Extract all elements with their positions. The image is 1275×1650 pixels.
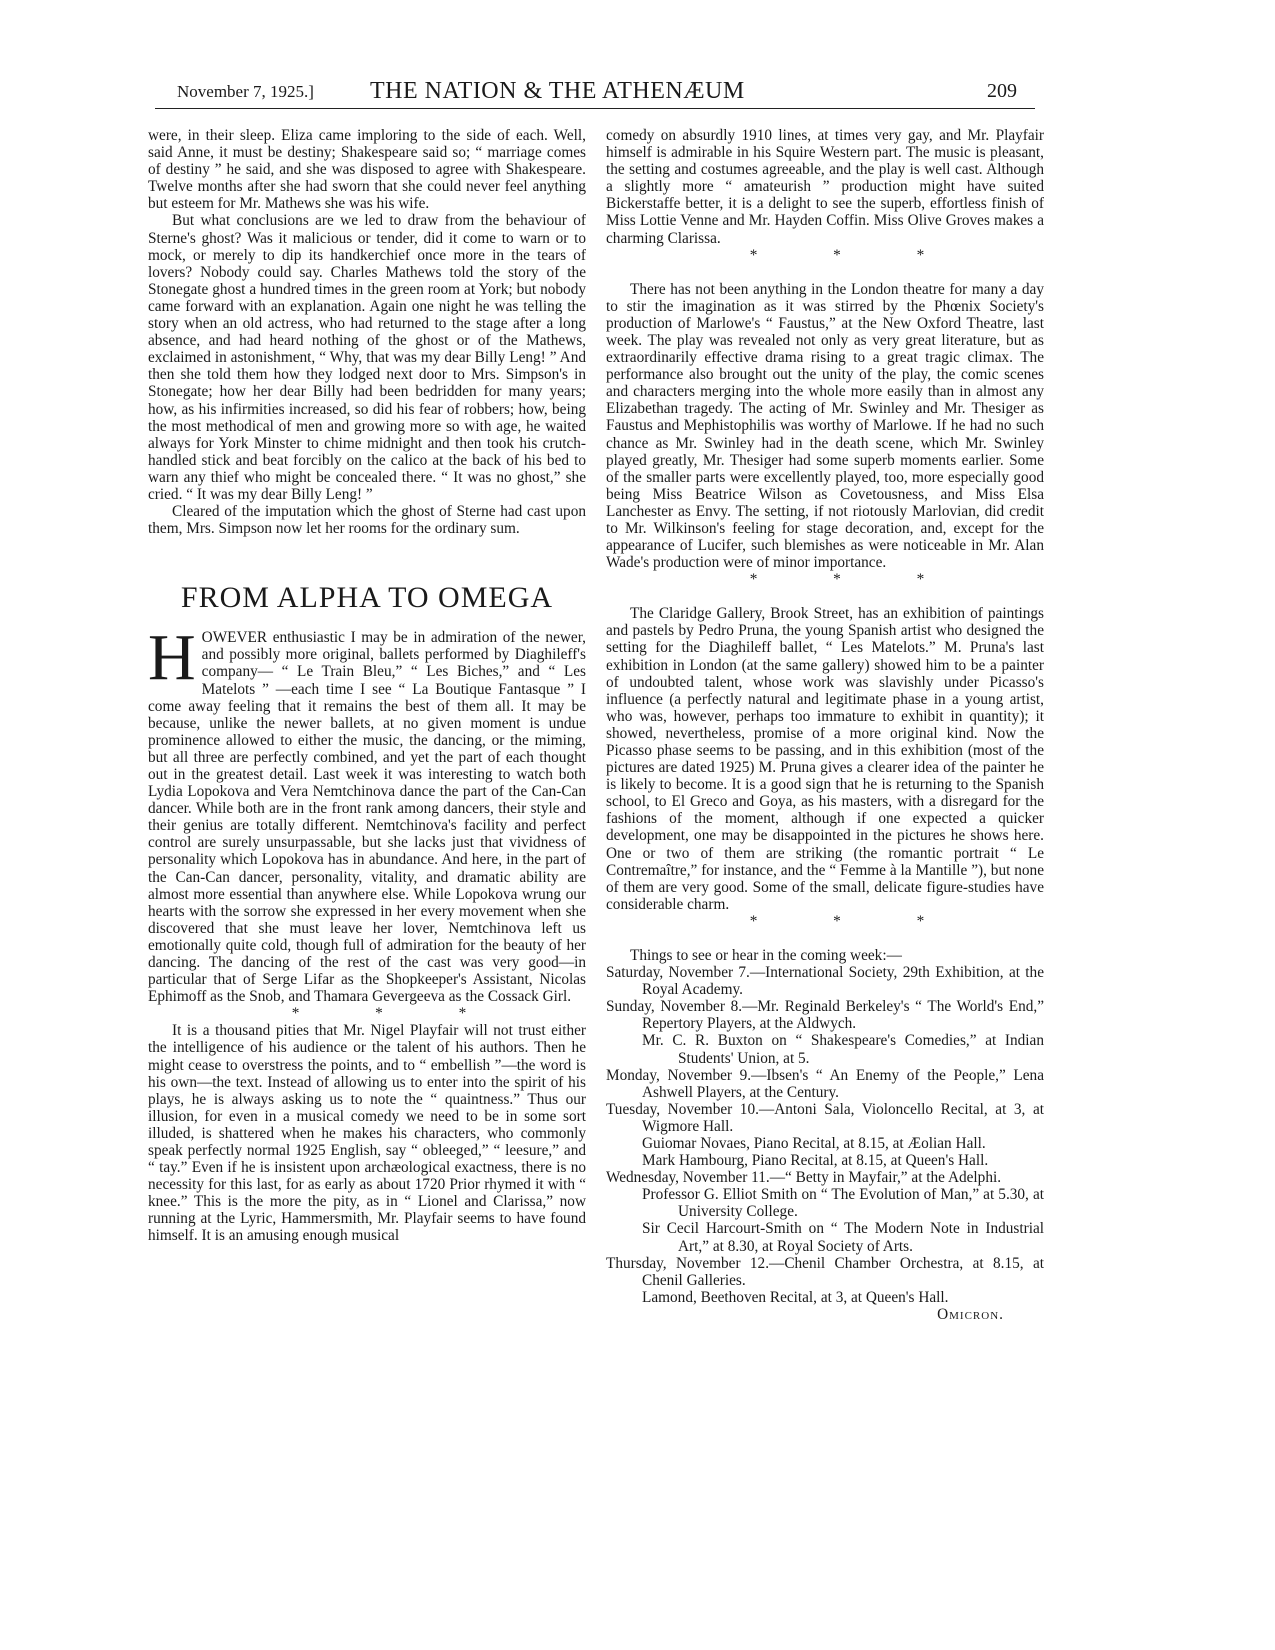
left-column [148, 127, 586, 1245]
event-item: Sir Cecil Harcourt-Smith on “ The Modern Note in Industrial Art,” at 8.30, at Royal Society of Arts. [642, 1220, 1044, 1255]
ghost-story-paragraph-3: Cleared of the imputation which the ghost of Sterne had cast upon them, Mrs. Simpson now let her rooms for the ordinary sum. [148, 503, 586, 538]
ghost-story-paragraph-2: But what conclusions are we led to draw from the behaviour of Sterne's ghost? Was it malicious or tender, did it come to warn or to mock, or merely to dip its handkerchief once more in the tears of lovers? Nobody could say. Charles Mathews told the story of the Stonegate ghost a hundred times in the green room at York; but nobody came forward with an explanation. Again one night he was telling the story when an old actress, who had returned to the stage after a long absence, and had heard nothing of the ghost or of the Mathews, exclaimed in astonishment, “ Why, that was my dear Billy Leng! ” And then she told them how they lodged next door to Mrs. Simpson's in Stonegate; how her dear Billy had been bedridden for many years; how, as his infirmities increased, so did his fear of robbers; how, being the most methodical of men and growing more so with age, he waited always for York Minster to chime midnight and then took his crutch-handled stick and beat forcibly on the calico at the back of his bed to warn any thief who might be concealed there. “ It was no ghost,” she cried. “ It was my dear Billy Leng! ” [148, 212, 586, 503]
event-item: Guiomar Novaes, Piano Recital, at 8.15, at Æolian Hall. [642, 1134, 986, 1152]
spacer [606, 930, 1044, 947]
ballet-paragraph-text: OWEVER enthusiastic I may be in admiration of the newer, and possibly more original, ballets performed by Diaghileff's company— “ Le Train Bleu,” “ Les Biches,” and “ Les Matelots ” —each time I see “ La Boutique Fantasque ” I come away feeling that it remains the best of them all. It may be because, unlike the newer ballets, at no given moment is undue prominence allowed to either the music, the dancing, or the miming, but all three are perfectly combined, and yet the part of each thought out in the greatest detail. Last week it was interesting to watch both Lydia Lopokova and Vera Nemtchinova dance the part of the Can-Can dancer. While both are in the front rank among dancers, their style and their genius are totally different. Nemtchinova's facility and perfect control are surely unsurpassable, but she lacks just that vividness of personality which Lopokova has in abundance. And here, in the part of the Can-Can dancer, personality, vitality, and dramatic ability are almost more essential than anywhere else. While Lopokova wrung our hearts with the sorrow she expressed in her every movement when she discovered that she must leave her lover, Nemtchinova left us emotionally quite cold, though full of admiration for the beauty of her dancing. The dancing of the rest of the cast was very good—in particular that of Serge Lifar as the Shopkeeper's Assistant, Nicolas Ephimoff as the Snob, and Thamara Gevergeeva as the Cossack Girl. [148, 629, 586, 1006]
page-header [155, 78, 1035, 109]
events-list [606, 964, 1044, 1306]
page-number: 209 [987, 80, 1017, 102]
event-item: Thursday, November 12.—Chenil Chamber Orchestra, at 8.15, at Chenil Galleries. [606, 1254, 1044, 1289]
spacer [606, 264, 1044, 281]
event-item: Tuesday, November 10.—Antoni Sala, Violoncello Recital, at 3, at Wigmore Hall. [606, 1100, 1044, 1135]
ghost-story-paragraph-1: were, in their sleep. Eliza came imploring to the side of each. Well, said Anne, it must be destiny; Shakespeare said so; “ marriage comes of destiny ” he said, and she was disposed to agree with Shakespeare. Twelve months after she had sworn that she could never feel anything but esteem for Mr. Mathews she was his wife. [148, 127, 586, 213]
event-item: Mark Hambourg, Piano Recital, at 8.15, at Queen's Hall. [642, 1152, 989, 1170]
section-separator: * * * [291, 1005, 503, 1023]
section-separator: * * * [749, 571, 961, 589]
faustus-paragraph: There has not been anything in the London theatre for many a day to stir the imagination as it was stirred by the Phœnix Society's production of Marlowe's “ Faustus,” at the New Oxford Theatre, last week. The play was revealed not only as very great literature, but as extraordinarily effective drama rising to a great tragic climax. The performance also brought out the unity of the play, the comic scenes and characters merging into the whole more easily than in almost any Elizabethan tragedy. The acting of Mr. Swinley and Mr. Thesiger as Faustus and Mephistophilis was worthy of Marlowe. If he had no such chance as Mr. Swinley had in the death scene, which Mr. Swinley played greatly, Mr. Thesiger had some superb moments earlier. Some of the smaller parts were excellently played, too, more especially good being Miss Beatrice Wilson as Covetousness, and Miss Elsa Lanchester as Envy. The setting, if not riotously Marlovian, did credit to Mr. Wilkinson's feeling for stage decoration, and, except for the appearance of Lucifer, such blemishes as were noticeable in Mr. Alan Wade's production were of minor importance. [606, 280, 1044, 572]
event-item: Monday, November 9.—Ibsen's “ An Enemy of the People,” Lena Ashwell Players, at the Century. [606, 1066, 1044, 1101]
playfair-continued-paragraph: comedy on absurdly 1910 lines, at times very gay, and Mr. Playfair himself is admirable in his Squire Western part. The music is pleasant, the setting and costumes agreeable, and the play is well cast. Although a slightly more “ amateurish ” production might have suited Bickerstaffe better, it is a delight to see the superb, effortless finish of Miss Lottie Venne and Mr. Hayden Coffin. Miss Olive Groves makes a charming Clarissa. [606, 127, 1044, 247]
playfair-paragraph: It is a thousand pities that Mr. Nigel Playfair will not trust either the intelligence of his audience or the talent of his authors. Then he might cease to overstress the points, and to “ embellish ”—the word is his own—the text. Instead of allowing us to enter into the spirit of his plays, he is always asking us to note the “ quaintness.” Thus our illusion, for even in a musical comedy we need to be in some sort illuded, is shattered when he makes his characters, who commonly speak perfectly normal 1925 English, say “ obleeged,” “ leesure,” and “ tay.” Even if he is insistent upon archæological exactness, there is no necessity for this last, for as early as about 1720 Prior rhymed it with “ knee.” This is the more the pity, as in “ Lionel and Clarissa,” now running at the Lyric, Hammersmith, Mr. Playfair seems to have found himself. It is an amusing enough musical [148, 1022, 586, 1245]
event-item: Lamond, Beethoven Recital, at 3, at Queen's Hall. [642, 1288, 949, 1306]
event-item: Sunday, November 8.—Mr. Reginald Berkeley's “ The World's End,” Repertory Players, at the Aldwych. [606, 998, 1044, 1033]
article-heading: FROM ALPHA TO OMEGA [180, 581, 554, 615]
issue-date: November 7, 1925.] [177, 82, 314, 101]
author-signature: Omicron. [937, 1305, 1004, 1323]
drop-cap: H [148, 621, 196, 695]
section-separator: * * * [749, 912, 961, 930]
event-item: Saturday, November 7.—International Society, 29th Exhibition, at the Royal Academy. [606, 964, 1044, 999]
publication-title: THE NATION & THE ATHENÆUM [370, 78, 745, 104]
section-separator: * * * [749, 246, 961, 264]
event-item: Professor G. Elliot Smith on “ The Evolution of Man,” at 5.30, at University College. [642, 1186, 1044, 1221]
spacer [606, 588, 1044, 605]
ballet-paragraph [148, 621, 586, 1006]
event-item: Mr. C. R. Buxton on “ Shakespeare's Comedies,” at Indian Students' Union, at 5. [642, 1032, 1044, 1067]
event-item: Wednesday, November 11.—“ Betty in Mayfair,” at the Adelphi. [606, 1169, 1002, 1187]
right-column [606, 127, 1044, 1323]
pruna-paragraph: The Claridge Gallery, Brook Street, has an exhibition of paintings and pastels by Pedro Pruna, the young Spanish artist who designed the setting for the Diaghileff ballet, “ Les Matelots.” M. Pruna's last exhibition in London (at the same gallery) showed him to be a painter of undoubted talent, whose work was slavishly under Picasso's influence (a perfectly natural and legitimate phase in a young artist, who was, however, perhaps too immature to exhibit in quantity); it showed, nevertheless, promise of a more original kind. Now the Picasso phase seems to be passing, and in this exhibition (most of the pictures are dated 1925) M. Pruna gives a clearer idea of the painter he is likely to become. It is a good sign that he is returning to the Spanish school, to El Greco and Goya, as his masters, with a disregard for the fashions of the moment, although if one expected a quicker development, one may be disappointed in the pictures he shows here. One or two of them are striking (the romantic portrait “ Le Contremaître,” for instance, and the “ Femme à la Mantille ”), but none of them are very good. Some of the small, delicate figure-studies have considerable charm. [606, 605, 1044, 913]
events-intro: Things to see or hear in the coming week:— [630, 946, 902, 964]
